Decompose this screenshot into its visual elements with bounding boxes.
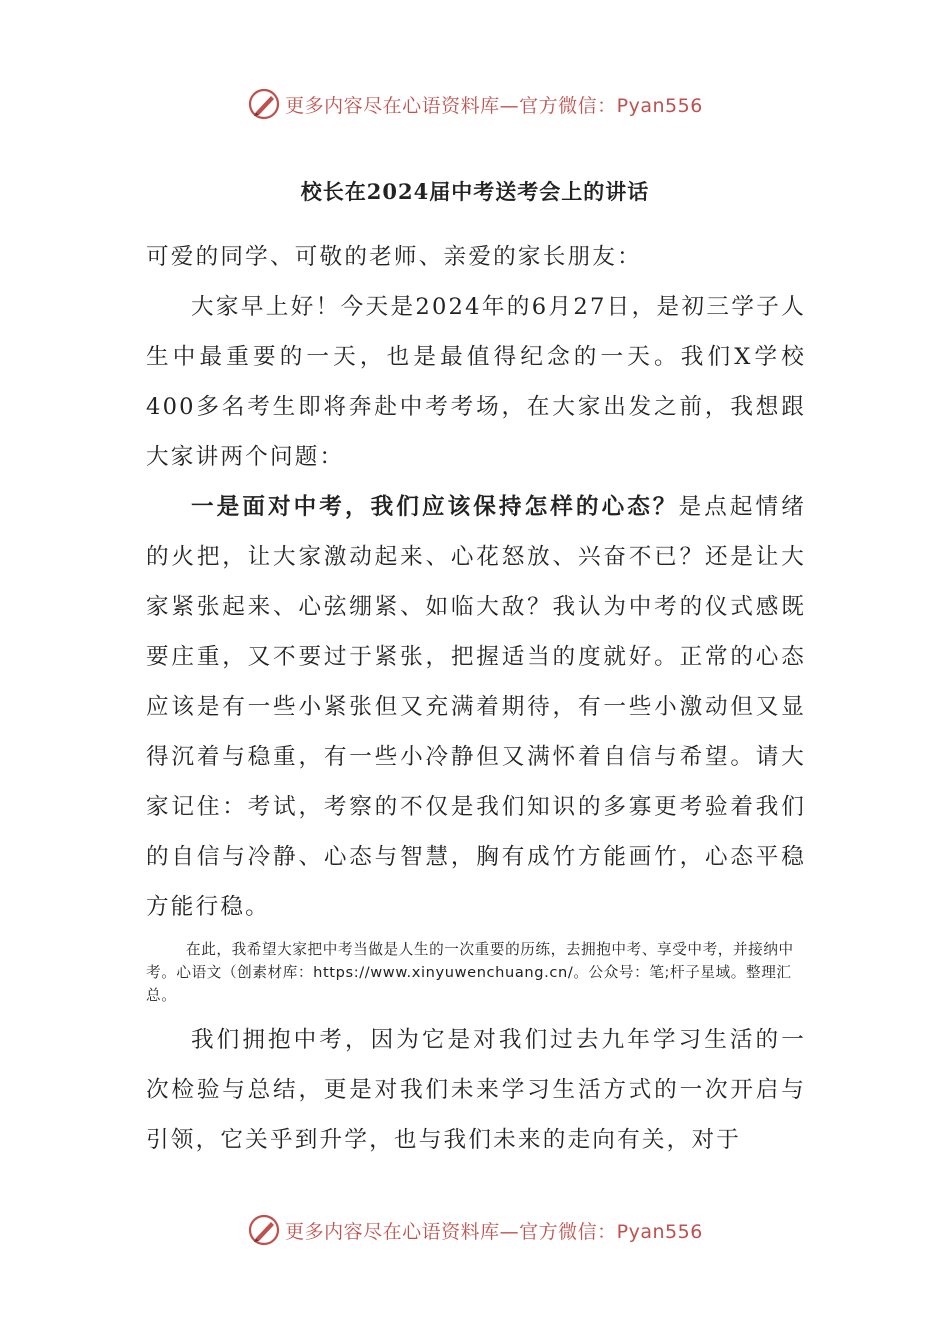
paragraph-2 <box>146 482 806 932</box>
source-note: 在此，我希望大家把中考当做是人生的一次重要的历练，去拥抱中考、享受中考，并接纳中考。心语文（创素材库：https://www.xinyuwenchuang.cn/。公众号：笔;杆子星域。整理汇总。 <box>146 941 794 1004</box>
greeting: 可爱的同学、可敬的老师、亲爱的家长朋友： <box>146 244 642 270</box>
document-title: 校长在2024届中考送考会上的讲话 <box>300 179 650 204</box>
pen-circle-logo-icon <box>247 1213 281 1247</box>
paragraph-2-text: 是点起情绪的火把，让大家激动起来、心花怒放、兴奋不已？还是让大家紧张起来、心弦绷紧、如临大敌？我认为中考的仪式感既要庄重，又不要过于紧张，把握适当的度就好。正常的心态应该是有一些小紧张但又充满着期待，有一些小激动但又显得沉着与稳重，有一些小冷静但又满怀着自信与希望。请大家记住：考试，考察的不仅是我们知识的多寡更考验着我们的自信与冷静、心态与智慧，胸有成竹方能画竹，心态平稳方能行稳。 <box>146 494 806 920</box>
banner-text: 更多内容尽在心语资料库—官方微信：Pyan556 <box>285 1220 703 1243</box>
paragraph-1: 大家早上好！今天是2024年的6月27日，是初三学子人生中最重要的一天，也是最值得纪念的一天。我们X学校400多名考生即将奔赴中考考场，在大家出发之前，我想跟大家讲两个问题： <box>146 294 806 470</box>
paragraph-2-heading: 一是面对中考，我们应该保持怎样的心态？ <box>191 494 679 520</box>
header-banner <box>0 84 950 124</box>
document-body <box>146 232 806 1165</box>
banner-text: 更多内容尽在心语资料库—官方微信：Pyan556 <box>285 94 703 117</box>
pen-circle-logo-icon <box>247 87 281 121</box>
footer-banner <box>0 1210 950 1250</box>
paragraph-3: 我们拥抱中考，因为它是对我们过去九年学习生活的一次检验与总结，更是对我们未来学习生活方式的一次开启与引领，它关乎到升学，也与我们未来的走向有关，对于 <box>146 1027 806 1153</box>
